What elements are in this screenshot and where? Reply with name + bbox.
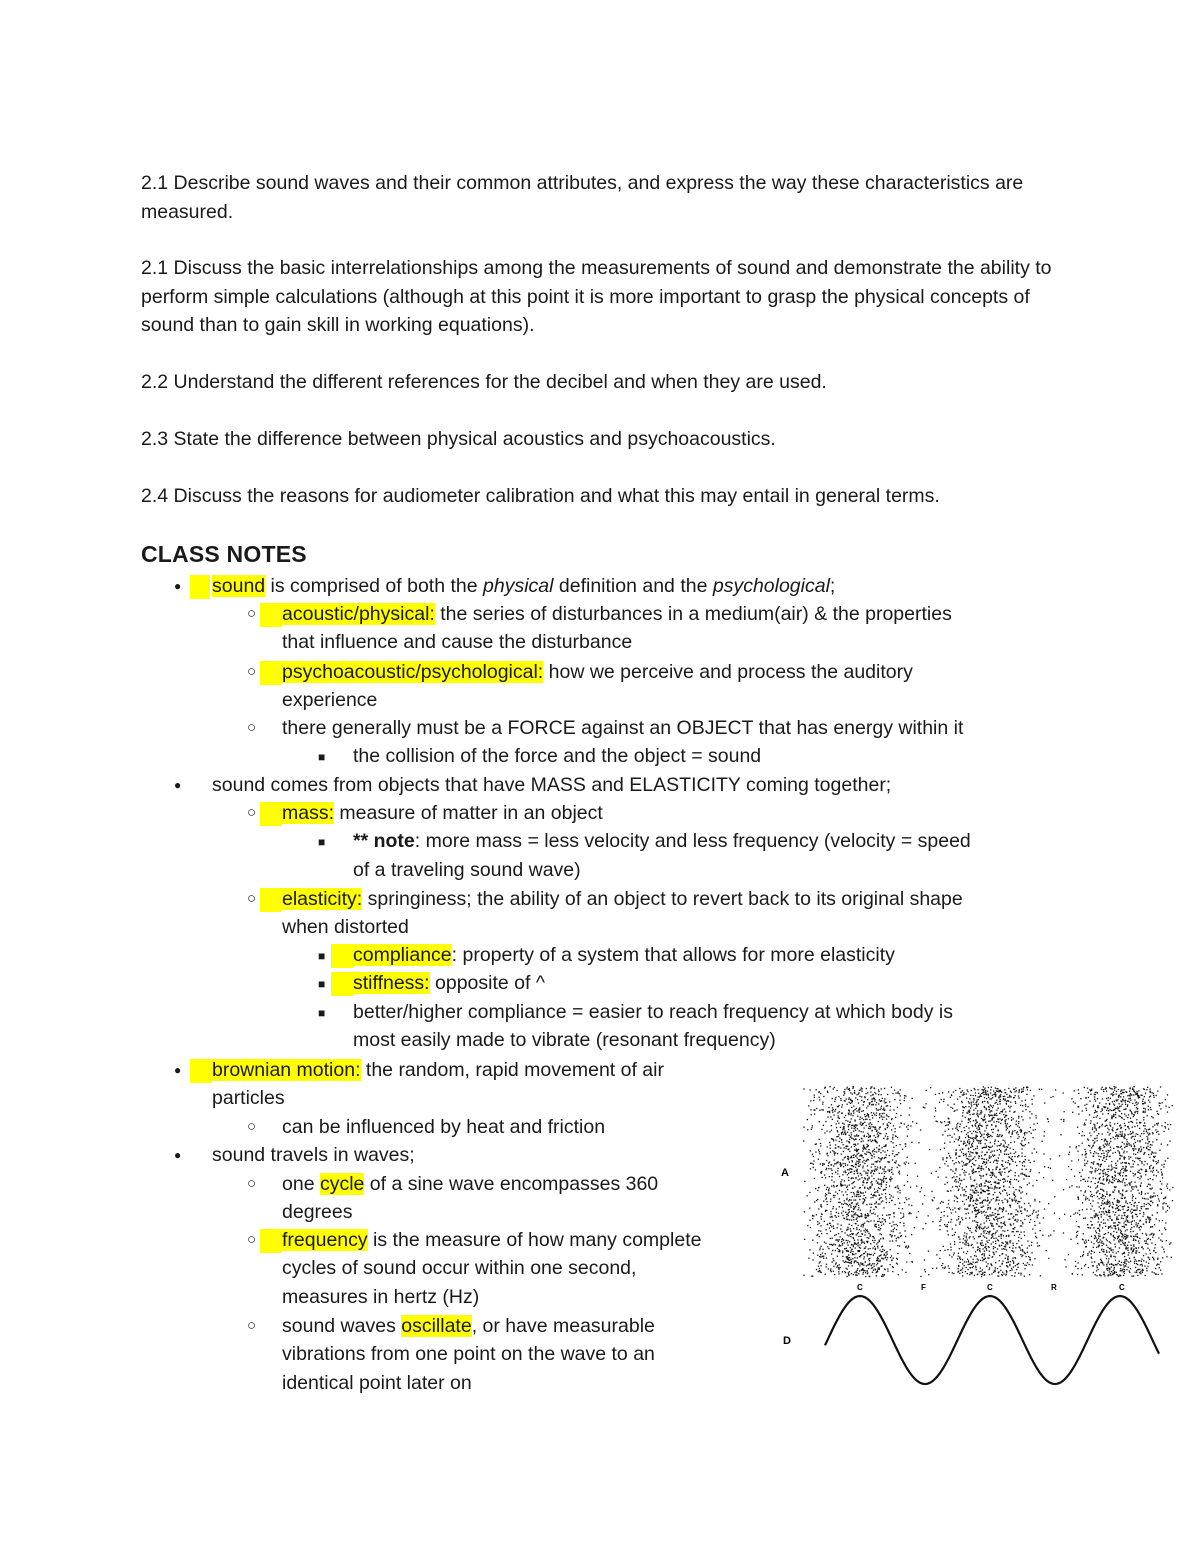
hollow-bullet-icon: ○ xyxy=(247,605,257,622)
hollow-bullet-icon: ○ xyxy=(247,1175,257,1192)
highlight-term: brownian motion: xyxy=(212,1059,361,1081)
sine-wave xyxy=(825,1296,1159,1384)
objective-2-2: 2.2 Understand the different references for the decibel and when they are used. xyxy=(141,371,827,393)
figure-label-d: D xyxy=(783,1335,791,1347)
hollow-bullet-icon: ○ xyxy=(247,719,257,736)
wave-label-c3: C xyxy=(1119,1283,1125,1292)
particle-density-diagram xyxy=(803,1086,1173,1277)
highlight-term: stiffness: xyxy=(353,972,430,994)
highlight-term: mass: xyxy=(282,802,335,824)
objective-2-1-describe: 2.1 Describe sound waves and their common attributes, and express the way these characteristics are measured. xyxy=(141,172,1024,223)
filled-bullet-icon: ● xyxy=(174,778,182,792)
hollow-bullet-icon: ○ xyxy=(247,1317,257,1334)
figure-label-a: A xyxy=(781,1167,789,1179)
highlight-term: psychoacoustic/psychological: xyxy=(282,661,544,683)
objective-2-1-discuss: 2.1 Discuss the basic interrelationships among the measurements of sound and demonstrate the ability to perform simple calculations (although at this point it is more important to grasp the physical concepts of sound than to gain skill in working equations). xyxy=(141,257,1052,337)
square-bullet-icon: ■ xyxy=(318,750,326,764)
class-notes-heading: CLASS NOTES xyxy=(141,541,307,567)
wave-label-f: F xyxy=(921,1283,926,1292)
hollow-bullet-icon: ○ xyxy=(247,804,257,821)
highlight-term: compliance xyxy=(353,944,452,966)
square-bullet-icon: ■ xyxy=(318,977,326,991)
filled-bullet-icon: ● xyxy=(174,579,182,593)
wave-label-c2: C xyxy=(987,1283,993,1292)
highlight-term: acoustic/physical: xyxy=(282,603,435,625)
highlight-term: elasticity: xyxy=(282,888,363,910)
highlight-term: cycle xyxy=(319,1173,365,1195)
square-bullet-icon: ■ xyxy=(318,949,326,963)
hollow-bullet-icon: ○ xyxy=(247,890,257,907)
hollow-bullet-icon: ○ xyxy=(247,1118,257,1135)
wave-label-r: R xyxy=(1051,1283,1057,1292)
highlight-term: frequency xyxy=(282,1229,368,1251)
filled-bullet-icon: ● xyxy=(174,1148,182,1162)
square-bullet-icon: ■ xyxy=(318,835,326,849)
objective-2-4: 2.4 Discuss the reasons for audiometer calibration and what this may entail in general terms. xyxy=(141,485,940,507)
wave-label-c1: C xyxy=(857,1283,863,1292)
highlight-term: oscillate xyxy=(401,1315,472,1337)
objective-2-3: 2.3 State the difference between physical acoustics and psychoacoustics. xyxy=(141,428,776,450)
sound-wave-figure xyxy=(775,1078,1175,1403)
square-bullet-icon: ■ xyxy=(318,1006,326,1020)
hollow-bullet-icon: ○ xyxy=(247,1231,257,1248)
filled-bullet-icon: ● xyxy=(174,1063,182,1077)
highlight-term: sound xyxy=(212,575,266,597)
hollow-bullet-icon: ○ xyxy=(247,663,257,680)
